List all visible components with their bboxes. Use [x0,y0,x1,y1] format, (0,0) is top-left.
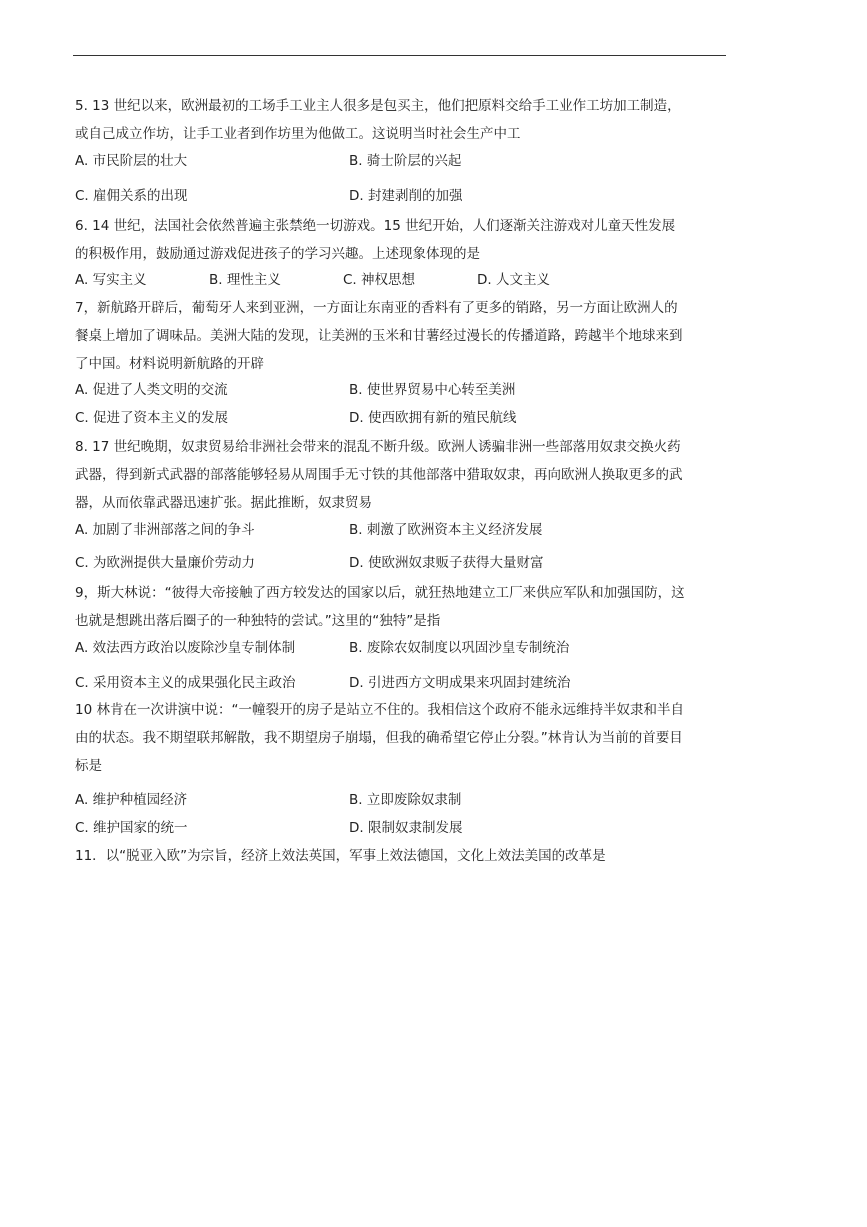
question-10 [75,696,685,780]
option-c: C. 雇佣关系的出现 [75,188,188,204]
option-a: A. 市民阶层的壮大 [75,153,188,169]
option-a: A. 写实主义 [75,272,147,288]
option-b: B. 理性主义 [209,272,281,288]
option-c: C. 促进了资本主义的发展 [75,410,229,426]
question-stem: 10 林肯在一次讲演中说：“一幢裂开的房子是站立不住的。我相信这个政府不能永远维持半奴隶和半自由的状态。我不期望联邦解散，我不期望房子崩塌，但我的确希望它停止分裂。”林肯认为当前的首要目标是 [75,702,684,774]
option-c: C. 采用资本主义的成果强化民主政治 [75,675,296,691]
option-b: B. 骑士阶层的兴起 [349,153,462,169]
question-7 [75,294,685,378]
option-a: A. 效法西方政治以废除沙皇专制体制 [75,640,296,656]
option-d: D. 使欧洲奴隶贩子获得大量财富 [349,555,544,571]
question-stem: 6. 14 世纪，法国社会依然普遍主张禁绝一切游戏。15 世纪开始，人们逐渐关注游戏对儿童天性发展的积极作用，鼓励通过游戏促进孩子的学习兴趣。上述现象体现的是 [75,218,676,262]
question-stem: 5. 13 世纪以来，欧洲最初的工场手工业主人很多是包买主，他们把原料交给手工业作工坊加工制造，或自己成立作坊，让手工业者到作坊里为他做工。这说明当时社会生产中工 [75,98,681,142]
option-a: A. 促进了人类文明的交流 [75,382,228,398]
question-8 [75,433,685,517]
option-a: A. 加剧了非洲部落之间的争斗 [75,522,255,538]
option-d: D. 封建剥削的加强 [349,188,463,204]
option-b: B. 刺激了欧洲资本主义经济发展 [349,522,543,538]
option-a: A. 维护种植园经济 [75,792,188,808]
question-stem: 7，新航路开辟后，葡萄牙人来到亚洲，一方面让东南亚的香料有了更多的销路，另一方面让欧洲人的餐桌上增加了调味品。美洲大陆的发现，让美洲的玉米和甘薯经过漫长的传播道路，跨越半个地球来到了中国。材料说明新航路的开辟 [75,300,683,372]
option-c: C. 神权思想 [343,272,416,288]
question-stem: 9，斯大林说：“彼得大帝接触了西方较发达的国家以后，就狂热地建立工厂来供应军队和加强国防，这也就是想跳出落后圈子的一种独特的尝试。”这里的“独特”是指 [75,585,685,629]
option-c: C. 维护国家的统一 [75,820,188,836]
option-b: B. 立即废除奴隶制 [349,792,462,808]
option-b: B. 使世界贸易中心转至美洲 [349,382,516,398]
question-5 [75,92,685,148]
question-stem: 8. 17 世纪晚期，奴隶贸易给非洲社会带来的混乱不断升级。欧洲人诱骗非洲一些部落用奴隶交换火药武器，得到新式武器的部落能够轻易从周围手无寸铁的其他部落中猎取奴隶，再向欧洲人换取更多的武器，从而依靠武器迅速扩张。据此推断，奴隶贸易 [75,439,683,511]
question-9 [75,579,685,635]
option-d: D. 限制奴隶制发展 [349,820,463,836]
question-11 [75,842,685,870]
option-d: D. 引进西方文明成果来巩固封建统治 [349,675,571,691]
option-b: B. 废除农奴制度以巩固沙皇专制统治 [349,640,570,656]
option-d: D. 使西欧拥有新的殖民航线 [349,410,517,426]
header-rule [73,55,726,56]
option-d: D. 人文主义 [477,272,550,288]
option-c: C. 为欧洲提供大量廉价劳动力 [75,555,256,571]
question-6 [75,212,685,268]
question-stem: 11．以“脱亚入欧”为宗旨，经济上效法英国，军事上效法德国，文化上效法美国的改革是 [75,848,606,864]
